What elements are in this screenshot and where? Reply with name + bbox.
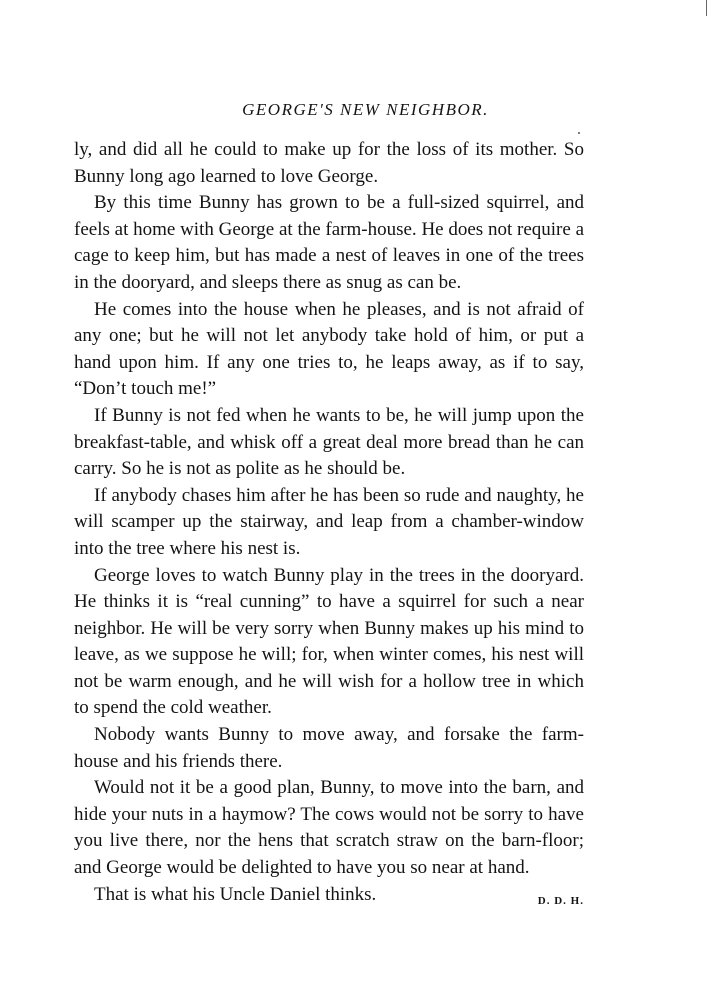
speck-mark xyxy=(578,132,580,134)
article-body xyxy=(74,137,584,908)
paragraph-8: Would not it be a good plan, Bunny, to move into the barn, and hide your nuts in a haymow? The cows would not be sorry to have you live there, nor the hens that scratch straw on the barn-floor; and George would be delighted to have you so near at hand. xyxy=(74,777,584,879)
paragraph-1: ly, and did all he could to make up for the loss of its mother. So Bunny long ago learned to love George. xyxy=(74,139,584,187)
closing-line: That is what his Uncle Daniel thinks. xyxy=(94,883,377,905)
closing-paragraph xyxy=(74,882,584,909)
page-edge-mark xyxy=(706,0,707,16)
author-signature: D. D. H. xyxy=(537,894,584,907)
paragraph-7: Nobody wants Bunny to move away, and forsake the farm-house and his friends there. xyxy=(74,724,584,772)
paragraph-4: If Bunny is not fed when he wants to be, he will jump upon the breakfast-table, and whisk off a great deal more bread than he can carry. So he is not as polite as he should be. xyxy=(74,404,584,480)
paragraph-3: He comes into the house when he pleases, and is not afraid of any one; but he will not let anybody take hold of him, or put a hand upon him. If any one tries to, he leaps away, as if to say, “Don’t touch me!” xyxy=(74,298,584,400)
paragraph-2: By this time Bunny has grown to be a full-sized squirrel, and feels at home with George at the farm-house. He does not require a cage to keep him, but has made a nest of leaves in one of the trees in the dooryard, and sleeps there as snug as can be. xyxy=(74,192,584,293)
running-head: GEORGE'S NEW NEIGHBOR. xyxy=(242,100,489,119)
paragraph-6: George loves to watch Bunny play in the trees in the dooryard. He thinks it is “real cunning” to have a squirrel for such a near neighbor. He will be very sorry when Bunny makes up his mind to leave, as we suppose he will; for, when winter comes, his nest will not be warm enough, and he will wish for a hollow tree in which to spend the cold weather. xyxy=(74,564,584,719)
paragraph-5: If anybody chases him after he has been so rude and naughty, he will scamper up the stairway, and leap from a chamber-window into the tree where his nest is. xyxy=(74,484,584,559)
